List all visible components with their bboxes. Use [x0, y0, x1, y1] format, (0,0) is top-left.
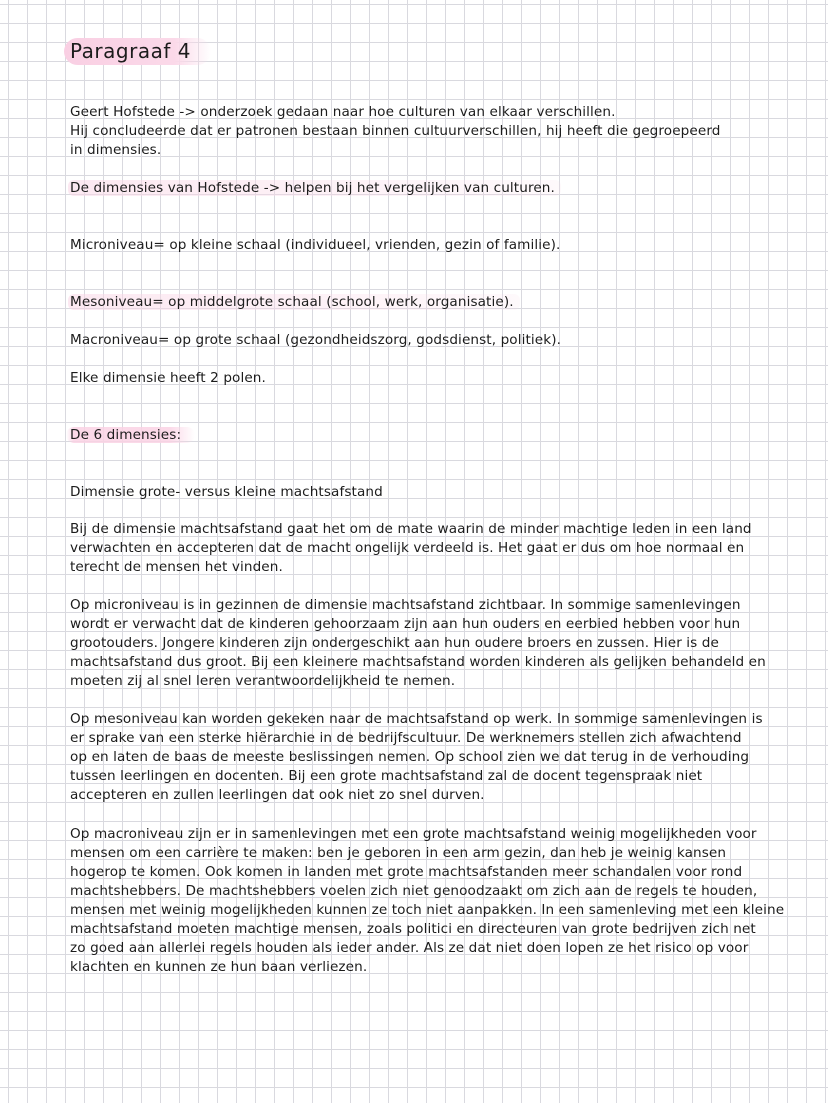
para4-line: machtsafstand moeten machtige mensen, zoals politici en directeuren van grote bedrijven zich net: [70, 921, 756, 937]
para4-line: machtshebbers. De machtshebbers voelen zich niet genoodzaakt om zich aan de regels te houden,: [70, 883, 758, 899]
intro-line: in dimensies.: [70, 142, 162, 158]
dimensies-line: De dimensies van Hofstede -> helpen bij het vergelijken van culturen.: [68, 180, 561, 196]
dimension-heading: Dimensie grote- versus kleine machtsafstand: [70, 484, 383, 500]
para4-line: klachten en kunnen ze hun baan verliezen.: [70, 959, 368, 975]
intro-line: Hij concludeerde dat er patronen bestaan binnen cultuurverschillen, hij heeft die gegroepeerd: [70, 123, 721, 139]
para4-line: Op macroniveau zijn er in samenlevingen met een grote machtsafstand weinig mogelijkheden voor: [70, 826, 757, 842]
para3-line: op en laten de baas de meeste beslissingen nemen. Op school zien we dat terug in de verhouding: [70, 749, 750, 765]
para2-line: Op microniveau is in gezinnen de dimensie machtsafstand zichtbaar. In sommige samenlevingen: [70, 597, 741, 613]
para3-line: tussen leerlingen en docenten. Bij een grote machtsafstand zal de docent tegenspraak niet: [70, 768, 703, 784]
page-title: Paragraaf 4: [64, 38, 211, 65]
macro-level: Macroniveau= op grote schaal (gezondheidszorg, godsdienst, politiek).: [70, 332, 562, 348]
six-dimensions-heading: De 6 dimensies:: [66, 427, 195, 443]
para1-line: terecht de mensen het vinden.: [70, 559, 283, 575]
para2-line: machtsafstand dus groot. Bij een kleinere machtsafstand worden kinderen als gelijken behandeld en: [70, 654, 766, 670]
para2-line: grootouders. Jongere kinderen zijn ondergeschikt aan hun oudere broers en zussen. Hier is de: [70, 635, 719, 651]
para4-line: zo goed aan allerlei regels houden als ieder ander. Als ze dat niet doen lopen ze het risico op voor: [70, 940, 749, 956]
micro-level: Microniveau= op kleine schaal (individueel, vrienden, gezin of familie).: [70, 237, 561, 253]
para4-line: mensen met weinig mogelijkheden kunnen ze toch niet aanpakken. In een samenleving met een kleine: [70, 902, 785, 918]
para3-line: Op mesoniveau kan worden gekeken naar de machtsafstand op werk. In sommige samenlevingen is: [70, 711, 763, 727]
para2-line: moeten zij al snel leren verantwoordelijkheid te nemen.: [70, 673, 456, 689]
meso-level: Mesoniveau= op middelgrote schaal (school, werk, organisatie).: [68, 294, 520, 310]
para3-line: er sprake van een sterke hiërarchie in de bedrijfscultuur. De werknemers stellen zich afwachtend: [70, 730, 742, 746]
para1-line: Bij de dimensie machtsafstand gaat het om de mate waarin de minder machtige leden in een land: [70, 521, 752, 537]
poles-line: Elke dimensie heeft 2 polen.: [70, 370, 266, 386]
para4-line: hogerop te komen. Ook komen in landen met grote machtsafstanden meer schandalen voor rond: [70, 864, 743, 880]
intro-line: Geert Hofstede -> onderzoek gedaan naar hoe culturen van elkaar verschillen.: [70, 104, 616, 120]
para4-line: mensen om een carrière te maken: ben je geboren in een arm gezin, dan heb je weinig kansen: [70, 845, 727, 861]
para1-line: verwachten en accepteren dat de macht ongelijk verdeeld is. Het gaat er dus om hoe normaal en: [70, 540, 745, 556]
para2-line: wordt er verwacht dat de kinderen gehoorzaam zijn aan hun ouders en eerbied hebben voor hun: [70, 616, 741, 632]
para3-line: accepteren en zullen leerlingen dat ook niet zo snel durven.: [70, 787, 485, 803]
